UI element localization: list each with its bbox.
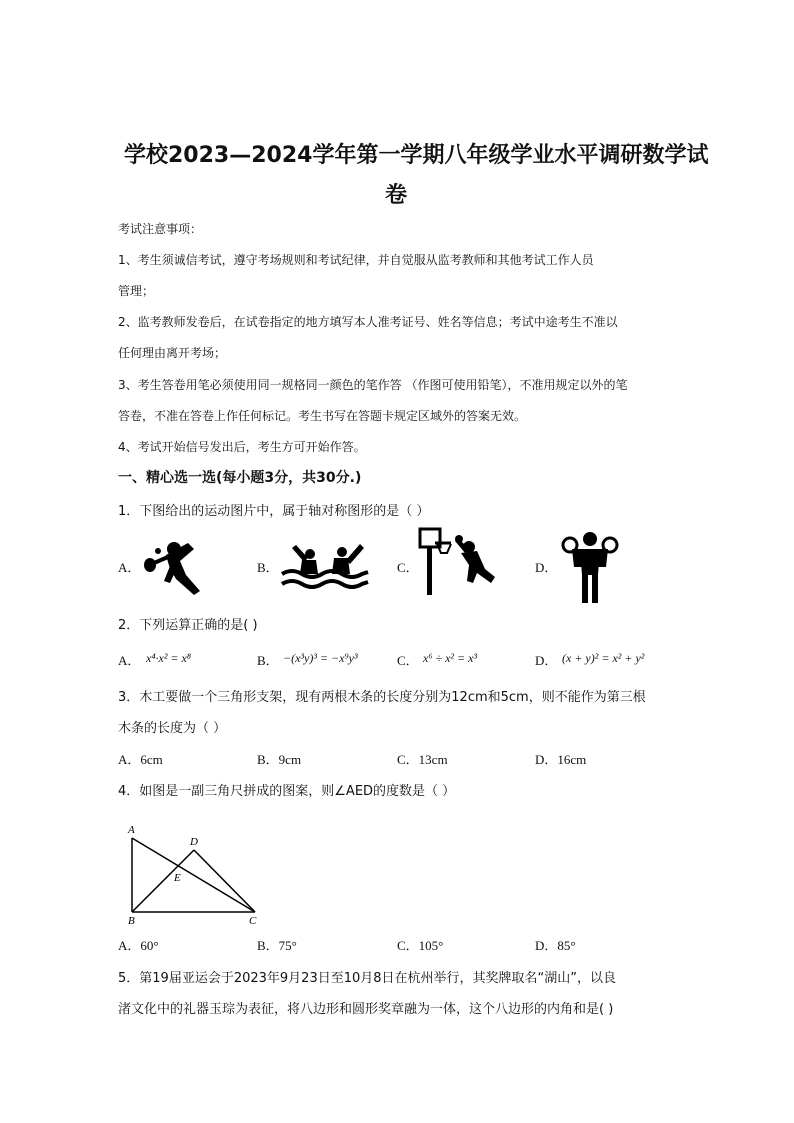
q2-option-c-label: C． [397, 653, 419, 668]
section-heading: 一、精心选一选(每小题3分，共30分.) [118, 470, 362, 486]
q3-option-c: C．13cm [397, 752, 448, 767]
question-1-stem: 1．下图给出的运动图片中，属于轴对称图形的是（ ） [118, 504, 430, 519]
question-2-stem: 2．下列运算正确的是( ) [118, 618, 258, 633]
q3-option-d: D．16cm [535, 752, 587, 767]
note-2-line1: 2、监考教师发卷后，在试卷指定的地方填写本人准考证号、姓名等信息；考试中途考生不准以 [118, 315, 618, 329]
q3-option-b: B．9cm [257, 752, 302, 767]
q2-option-a: x⁴·x² = x⁸ [146, 651, 192, 665]
question-5-stem-line2: 渚文化中的礼器玉琮为表征，将八边形和圆形奖章融为一体，这个八边形的内角和是( ) [118, 1002, 614, 1017]
point-c-label: C [249, 915, 257, 927]
q2-option-c: x⁶ ÷ x² = x³ [423, 651, 478, 665]
q2-option-a-label: A． [118, 653, 141, 668]
note-1-line2: 管理； [118, 284, 155, 298]
q1-option-b-label: B． [257, 560, 279, 575]
triangle-figure [118, 818, 273, 933]
q2-option-b: −(x³y)³ = −x⁹y³ [283, 651, 358, 665]
q3-option-a: A．6cm [118, 752, 163, 767]
point-d-label: D [190, 836, 198, 848]
exam-title-line2: 卷 [385, 183, 408, 208]
exam-title-line1: 学校2023—2024学年第一学期八年级学业水平调研数学试 [124, 143, 709, 168]
basketball-dunk-icon [415, 527, 505, 595]
note-1-line1: 1、考生须诚信考试，遵守考场规则和考试纪律，并自觉服从监考教师和其他考试工作人员 [118, 253, 594, 267]
note-3-line1: 3、考生答卷用笔必须使用同一规格同一颜色的笔作答 （作图可使用铅笔），不准用规定以外的笔 [118, 378, 628, 392]
q2-option-d-label: D． [535, 653, 558, 668]
synchronized-swimmers-icon [280, 540, 370, 590]
note-4: 4、考试开始信号发出后，考生方可开始作答。 [118, 440, 366, 454]
table-tennis-player-icon [140, 535, 225, 595]
q1-option-d-label: D． [535, 560, 558, 575]
q4-option-b: B．75° [257, 938, 297, 953]
point-a-label: A [128, 824, 135, 836]
point-e-label: E [174, 872, 181, 884]
question-4-stem: 4．如图是一副三角尺拼成的图案，则∠AED的度数是（ ） [118, 784, 456, 799]
q4-option-a: A．60° [118, 938, 159, 953]
q4-option-d: D．85° [535, 938, 576, 953]
point-b-label: B [128, 915, 135, 927]
note-3-line2: 答卷，不准在答卷上作任何标记。考生书写在答题卡规定区域外的答案无效。 [118, 409, 527, 423]
rings-gymnast-icon [560, 527, 620, 605]
q1-option-a-label: A． [118, 560, 141, 575]
question-5-stem-line1: 5．第19届亚运会于2023年9月23日至10月8日在杭州举行，其奖牌取名“湖山”，以良 [118, 971, 616, 986]
notes-heading: 考试注意事项： [118, 222, 203, 236]
q2-option-d: (x + y)² = x² + y² [562, 651, 645, 665]
note-2-line2: 任何理由离开考场； [118, 346, 227, 360]
q4-option-c: C．105° [397, 938, 444, 953]
q2-option-b-label: B． [257, 653, 279, 668]
question-3-stem-line1: 3．木工要做一个三角形支架，现有两根木条的长度分别为12cm和5cm，则不能作为第三根 [118, 690, 646, 705]
q1-option-c-label: C． [397, 560, 419, 575]
question-3-stem-line2: 木条的长度为（ ） [118, 721, 227, 736]
